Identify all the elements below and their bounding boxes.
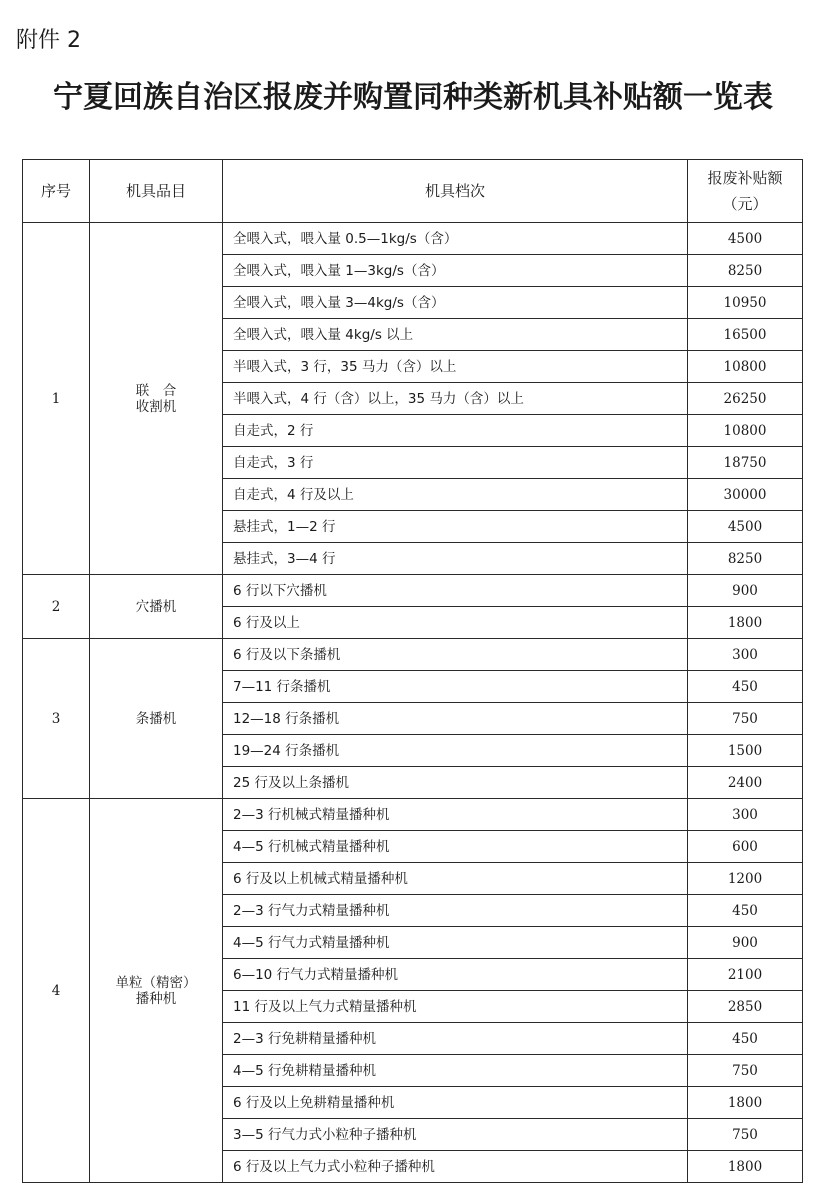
header-index: 序号 <box>23 160 90 223</box>
grade-cell: 2—3 行机械式精量播种机 <box>223 799 688 831</box>
table-row <box>23 223 803 255</box>
document-title: 宁夏回族自治区报废并购置同种类新机具补贴额一览表 <box>53 80 773 115</box>
grade-cell: 自走式，2 行 <box>223 415 688 447</box>
grade-cell: 6 行及以上 <box>223 607 688 639</box>
table-row <box>23 575 803 607</box>
category-line: 联 合 <box>135 382 177 399</box>
grade-cell: 全喂入式，喂入量 4kg/s 以上 <box>223 319 688 351</box>
header-amount <box>688 160 803 223</box>
amount-cell: 2400 <box>688 767 803 799</box>
group-category <box>90 639 223 799</box>
amount-cell: 8250 <box>688 543 803 575</box>
grade-cell: 自走式，3 行 <box>223 447 688 479</box>
amount-cell: 450 <box>688 671 803 703</box>
grade-cell: 全喂入式，喂入量 1—3kg/s（含） <box>223 255 688 287</box>
table-row <box>23 799 803 831</box>
amount-cell: 10800 <box>688 351 803 383</box>
grade-cell: 12—18 行条播机 <box>223 703 688 735</box>
amount-cell: 4500 <box>688 223 803 255</box>
grade-cell: 6—10 行气力式精量播种机 <box>223 959 688 991</box>
category-line: 收割机 <box>135 398 177 415</box>
group-category <box>90 223 223 575</box>
grade-cell: 4—5 行机械式精量播种机 <box>223 831 688 863</box>
grade-cell: 11 行及以上气力式精量播种机 <box>223 991 688 1023</box>
amount-cell: 750 <box>688 1055 803 1087</box>
amount-cell: 900 <box>688 927 803 959</box>
grade-cell: 4—5 行免耕精量播种机 <box>223 1055 688 1087</box>
amount-cell: 1200 <box>688 863 803 895</box>
amount-cell: 750 <box>688 703 803 735</box>
grade-cell: 半喂入式，3 行，35 马力（含）以上 <box>223 351 688 383</box>
grade-cell: 6 行及以下条播机 <box>223 639 688 671</box>
grade-cell: 19—24 行条播机 <box>223 735 688 767</box>
group-category <box>90 575 223 639</box>
amount-cell: 1800 <box>688 1087 803 1119</box>
grade-cell: 全喂入式，喂入量 0.5—1kg/s（含） <box>223 223 688 255</box>
amount-cell: 8250 <box>688 255 803 287</box>
grade-cell: 悬挂式，3—4 行 <box>223 543 688 575</box>
amount-cell: 30000 <box>688 479 803 511</box>
amount-cell: 16500 <box>688 319 803 351</box>
subsidy-table <box>22 159 803 1183</box>
amount-cell: 2850 <box>688 991 803 1023</box>
header-grade: 机具档次 <box>223 160 688 223</box>
category-line: 穴播机 <box>135 598 177 615</box>
grade-cell: 半喂入式，4 行（含）以上，35 马力（含）以上 <box>223 383 688 415</box>
grade-cell: 4—5 行气力式精量播种机 <box>223 927 688 959</box>
amount-cell: 1500 <box>688 735 803 767</box>
amount-cell: 1800 <box>688 1151 803 1183</box>
amount-cell: 450 <box>688 1023 803 1055</box>
grade-cell: 6 行及以上机械式精量播种机 <box>223 863 688 895</box>
amount-cell: 300 <box>688 799 803 831</box>
header-amount-line2: （元） <box>722 195 768 213</box>
group-index: 3 <box>23 639 90 799</box>
category-line: 条播机 <box>135 710 177 727</box>
table-body <box>23 223 803 1183</box>
amount-cell: 10800 <box>688 415 803 447</box>
grade-cell: 2—3 行气力式精量播种机 <box>223 895 688 927</box>
grade-cell: 悬挂式，1—2 行 <box>223 511 688 543</box>
table-row <box>23 639 803 671</box>
header-category: 机具品目 <box>90 160 223 223</box>
group-category <box>90 799 223 1183</box>
amount-cell: 300 <box>688 639 803 671</box>
amount-cell: 750 <box>688 1119 803 1151</box>
category-line: 单粒（精密） <box>115 974 197 991</box>
grade-cell: 7—11 行条播机 <box>223 671 688 703</box>
grade-cell: 全喂入式，喂入量 3—4kg/s（含） <box>223 287 688 319</box>
grade-cell: 自走式，4 行及以上 <box>223 479 688 511</box>
table-header-row <box>23 160 803 223</box>
grade-cell: 6 行及以上气力式小粒种子播种机 <box>223 1151 688 1183</box>
amount-cell: 450 <box>688 895 803 927</box>
category-line: 播种机 <box>135 990 177 1007</box>
amount-cell: 900 <box>688 575 803 607</box>
grade-cell: 6 行及以上免耕精量播种机 <box>223 1087 688 1119</box>
group-index: 4 <box>23 799 90 1183</box>
grade-cell: 3—5 行气力式小粒种子播种机 <box>223 1119 688 1151</box>
grade-cell: 25 行及以上条播机 <box>223 767 688 799</box>
amount-cell: 10950 <box>688 287 803 319</box>
header-amount-line1: 报废补贴额 <box>707 169 783 187</box>
amount-cell: 4500 <box>688 511 803 543</box>
grade-cell: 6 行以下穴播机 <box>223 575 688 607</box>
amount-cell: 18750 <box>688 447 803 479</box>
amount-cell: 600 <box>688 831 803 863</box>
amount-cell: 2100 <box>688 959 803 991</box>
amount-cell: 1800 <box>688 607 803 639</box>
amount-cell: 26250 <box>688 383 803 415</box>
group-index: 1 <box>23 223 90 575</box>
grade-cell: 2—3 行免耕精量播种机 <box>223 1023 688 1055</box>
group-index: 2 <box>23 575 90 639</box>
annex-label: 附件 2 <box>16 28 81 53</box>
